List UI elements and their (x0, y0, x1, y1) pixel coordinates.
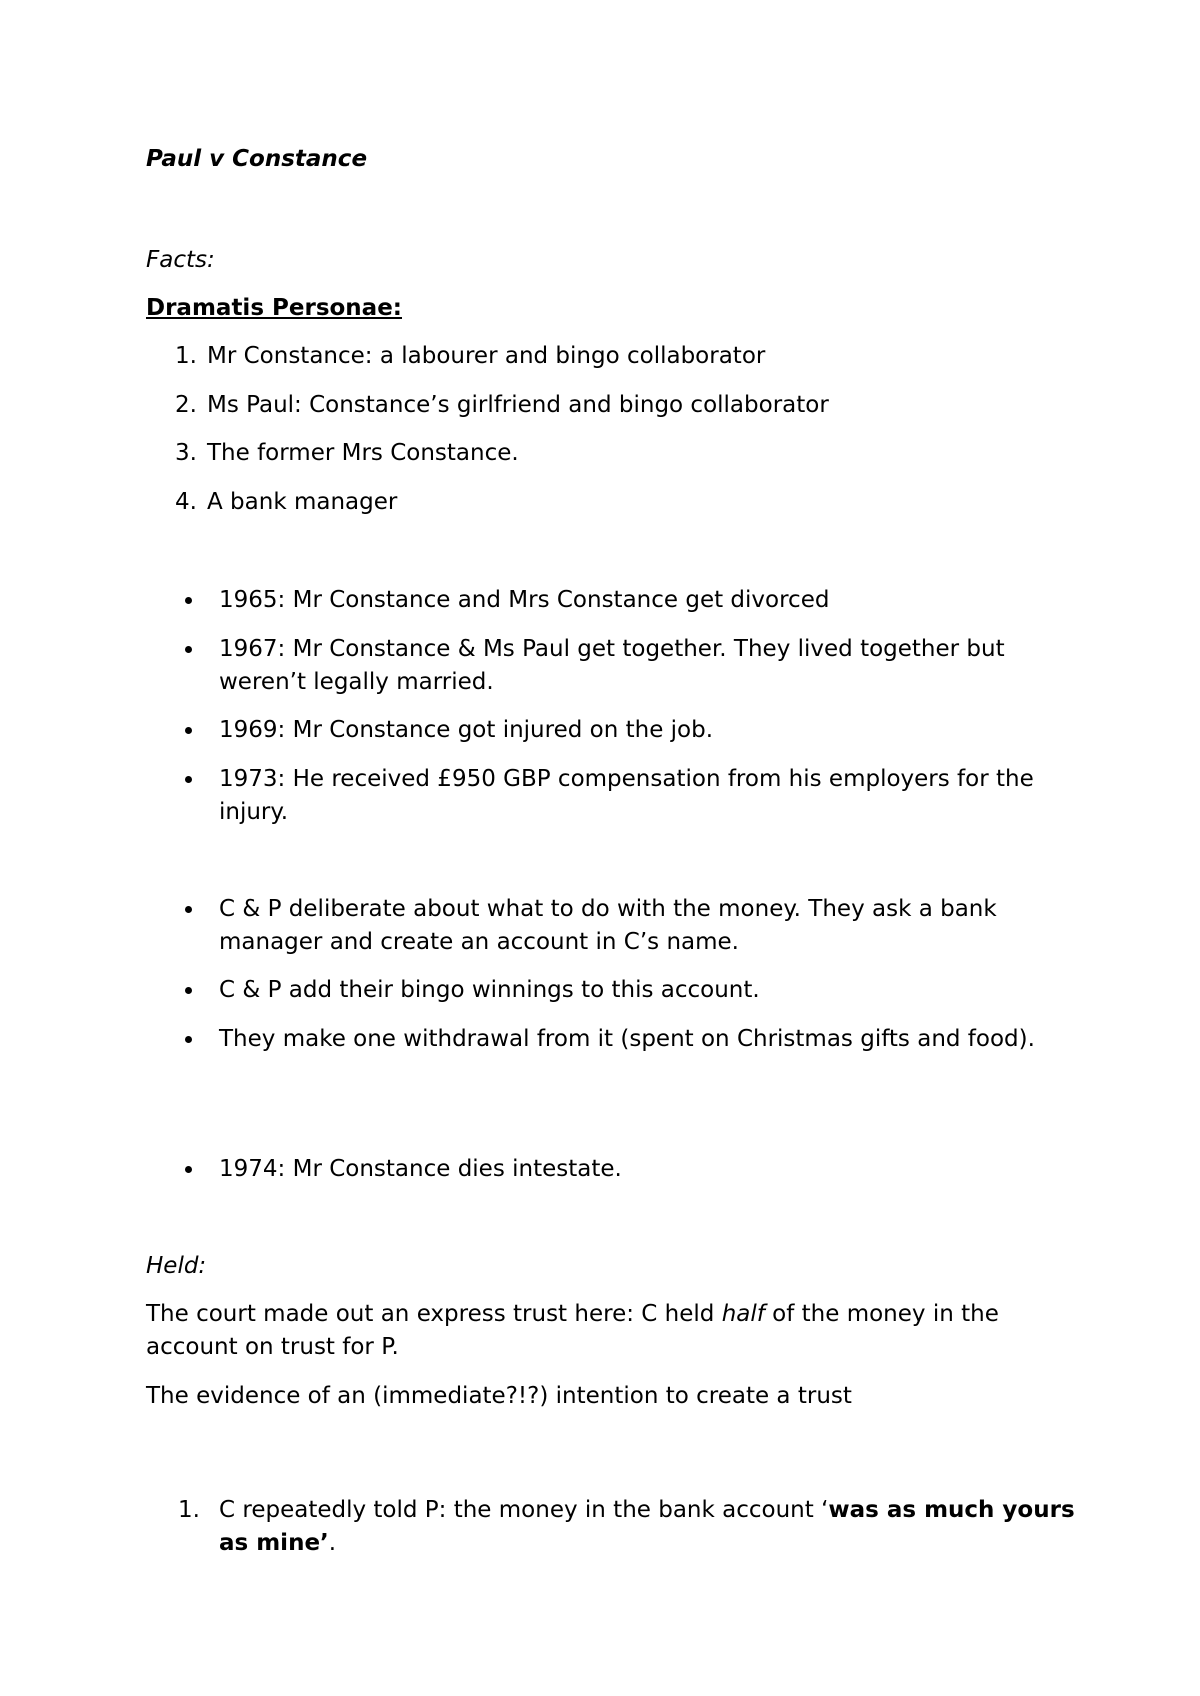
list-number: 1. (178, 1497, 200, 1523)
list-number: 4. (175, 489, 197, 515)
bullet-icon (185, 906, 192, 913)
list-text: Mr Constance: a labourer and bingo collaborator (207, 343, 766, 369)
list-number: 1. (175, 343, 197, 369)
list-number: 2. (175, 392, 197, 418)
bullet-text: 1973: He received £950 GBP compensation from his employers for the injury. (219, 766, 1034, 825)
bullet-text: C & P deliberate about what to do with the money. They ask a bank manager and create an account in C’s name. (219, 896, 997, 955)
bullet-icon (185, 776, 192, 783)
bullet-icon (185, 597, 192, 604)
evidence-text: . (328, 1530, 337, 1556)
bullet-text: 1969: Mr Constance got injured on the job. (219, 717, 714, 743)
bullet-icon (185, 1036, 192, 1043)
bullet-text: 1967: Mr Constance & Ms Paul get together. They lived together but weren’t legally married. (219, 636, 1005, 695)
evidence-text: C repeatedly told P: the money in the bank account ‘ (219, 1497, 829, 1523)
bullet-icon (185, 1166, 192, 1173)
bullet-text: They make one withdrawal from it (spent on Christmas gifts and food). (219, 1026, 1035, 1052)
bullet-icon (185, 727, 192, 734)
list-text: A bank manager (207, 489, 398, 515)
bullet-text: 1965: Mr Constance and Mrs Constance get divorced (219, 587, 830, 613)
list-text: The former Mrs Constance. (207, 440, 519, 466)
list-text: Ms Paul: Constance’s girlfriend and bingo collaborator (207, 392, 829, 418)
held-heading: Held: (146, 1253, 207, 1279)
facts-heading: Facts: (146, 247, 215, 273)
bullet-text: C & P add their bingo winnings to this account. (219, 977, 760, 1003)
document-title: Paul v Constance (146, 146, 368, 172)
held-emphasis: half (721, 1301, 765, 1327)
list-text (219, 1494, 1079, 1560)
held-text: of the money in the account on trust for P. (146, 1301, 999, 1360)
list-number: 3. (175, 440, 197, 466)
bullet-text: 1974: Mr Constance dies intestate. (219, 1156, 622, 1182)
bullet-icon (185, 646, 192, 653)
bullet-icon (185, 987, 192, 994)
dramatis-heading: Dramatis Personae: (146, 295, 402, 321)
held-text: The court made out an express trust here: C held (146, 1301, 722, 1327)
held-paragraph (146, 1298, 1086, 1364)
evidence-intro: The evidence of an (immediate?!?) intention to create a trust (146, 1383, 852, 1409)
evidence-quote: was as much yours as mine’ (219, 1497, 1075, 1556)
